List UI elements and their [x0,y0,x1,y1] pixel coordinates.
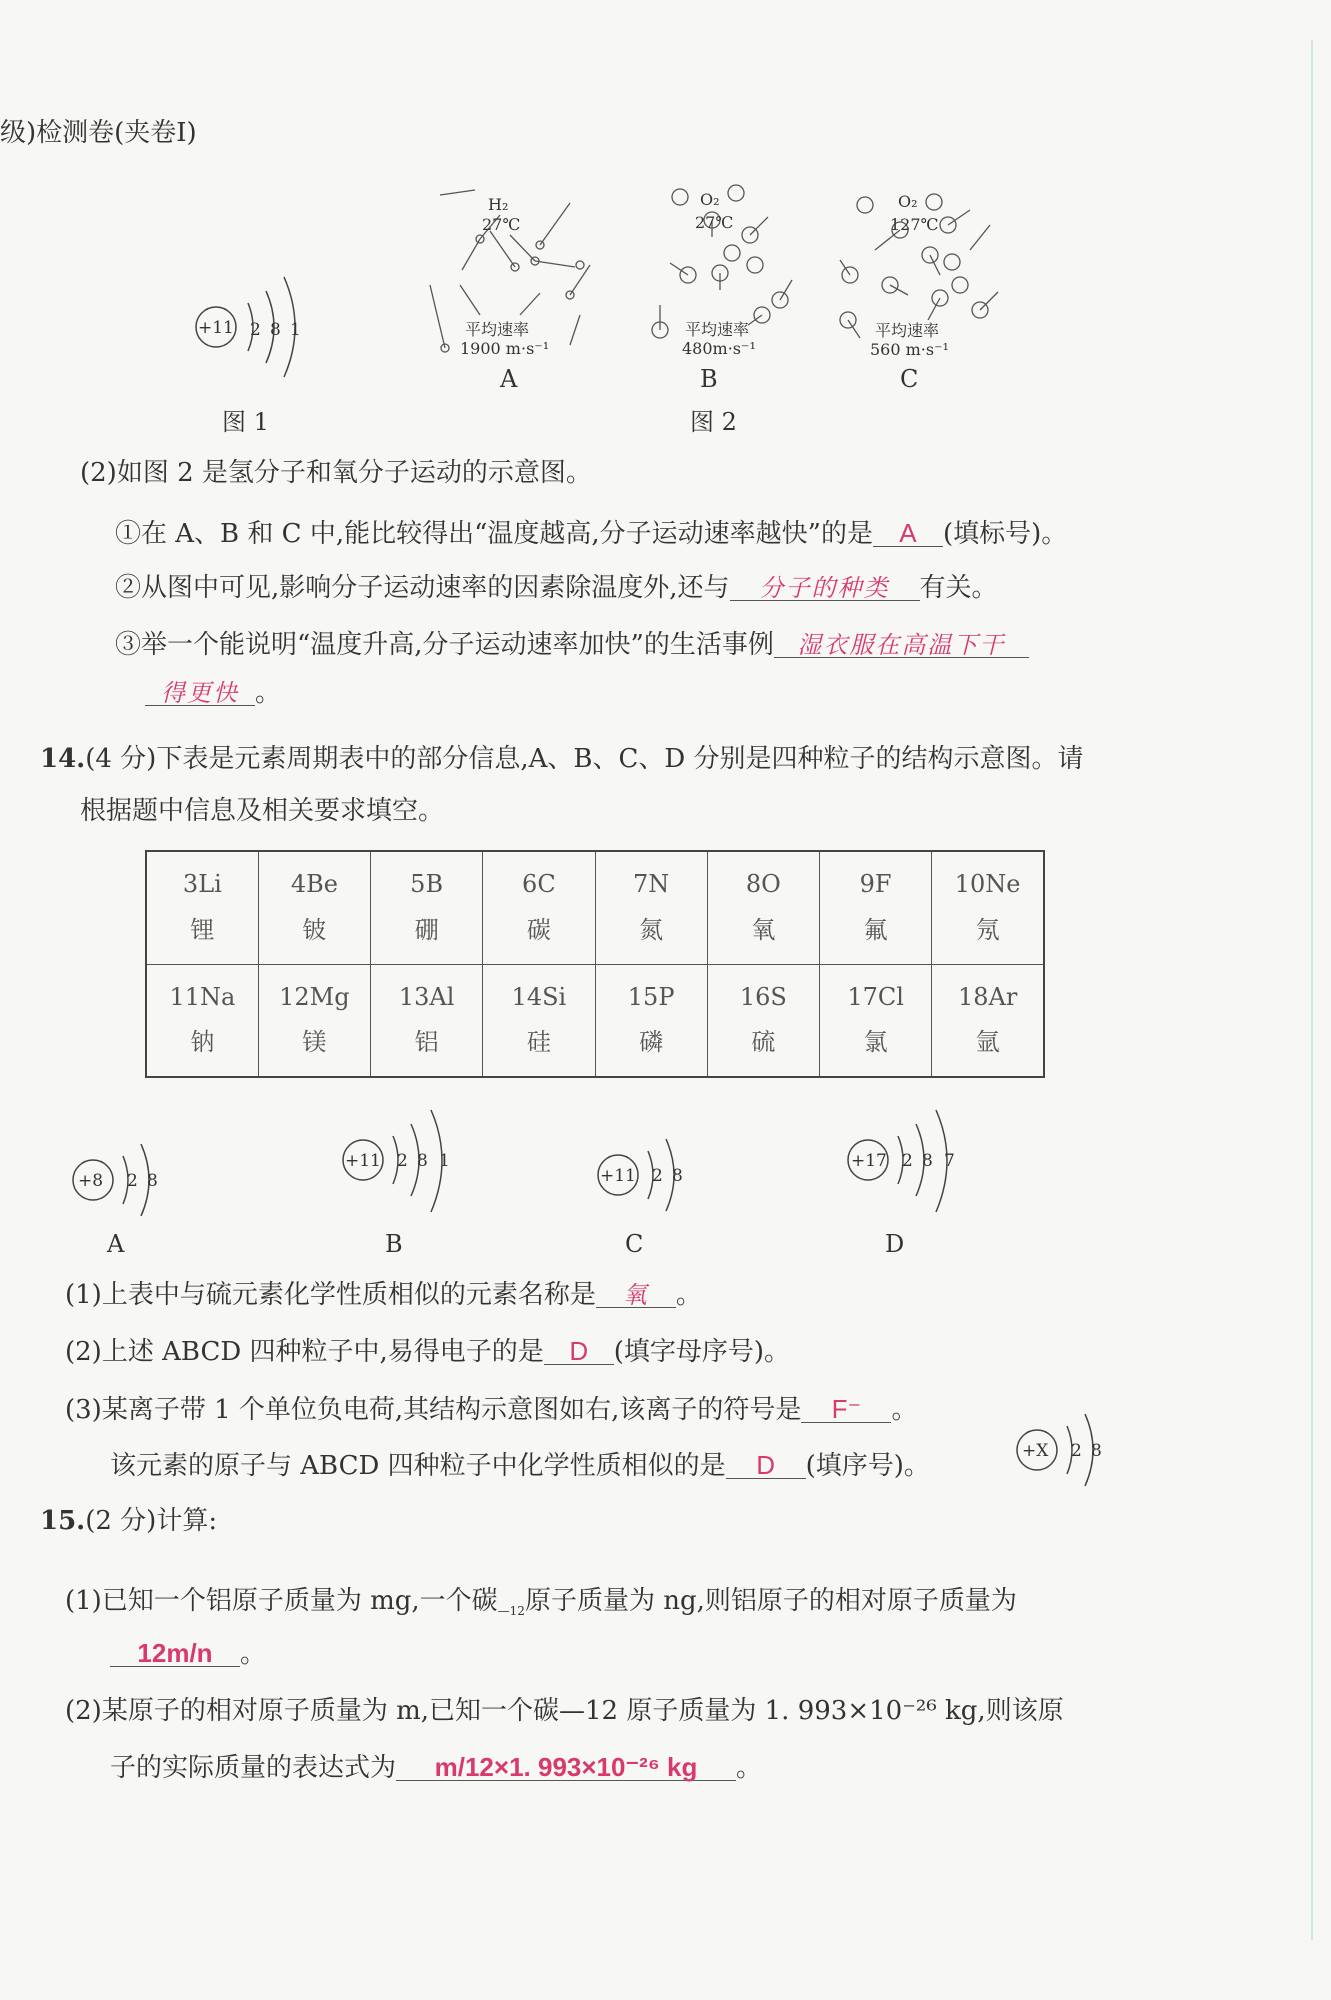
q13-2-sub3-text: ③举一个能说明“温度升高,分子运动速率加快”的生活事例 [115,630,774,660]
figure-2-caption: 图 2 [690,408,737,436]
particle-a-shell-1: 2 [127,1171,138,1191]
q14-part2 [65,1338,790,1365]
particle-c-shell-2: 8 [672,1166,683,1186]
ion-shell-1: 2 [1071,1441,1082,1461]
panel-c-label: C [900,365,919,393]
particle-a-shell-2: 8 [147,1171,158,1191]
q13-2-sub3-post: 。 [255,678,282,708]
q14-part3b-post: (填序号)。 [805,1451,930,1481]
q15-part1-sub: —12 [497,1604,525,1619]
particle-b-shell-2: 8 [417,1151,428,1171]
q13-2-sub3-answer-2: 得更快 [145,681,255,706]
q15-part1-text: (1)已知一个铝原子质量为 mg,一个碳 [65,1586,498,1616]
particle-a-nucleus: +8 [78,1171,104,1191]
particle-b-shell-1: 2 [397,1151,408,1171]
ion-nucleus: +X [1022,1441,1049,1461]
figure-2-panel-c [830,180,1015,370]
fig1-nucleus: +11 [198,318,234,338]
particle-c-label: C [625,1230,644,1258]
element-cell: 11Na 钠 [146,964,258,1077]
q14-part3-answer: F⁻ [801,1396,891,1423]
panel-c-temp: 127℃ [890,215,939,234]
q13-2-sub3-cont [145,680,281,706]
q15-part1-answer-line [110,1640,266,1667]
q15-part2-post: 。 [736,1753,763,1783]
q15-stem [40,1508,217,1534]
particle-d-label: D [885,1230,905,1258]
q15-stem-text: (2 分)计算: [85,1506,218,1536]
element-cell: 17Cl 氯 [820,964,932,1077]
particle-a-diagram [65,1120,185,1240]
q15-part1-post: 。 [240,1639,267,1669]
q14-part1 [65,1282,702,1308]
q14-part3-post: 。 [891,1395,918,1425]
q14-part3-text: (3)某离子带 1 个单位负电荷,其结构示意图如右,该离子的符号是 [65,1395,802,1425]
q15-number: 15. [40,1506,86,1536]
q14-stem-text: (4 分)下表是元素周期表中的部分信息,A、B、C、D 分别是四种粒子的结构示意图。请 [85,744,1084,774]
ion-diagram [1005,1390,1125,1510]
q15-part2-text: 子的实际质量的表达式为 [110,1753,397,1783]
q13-2-intro: (2)如图 2 是氢分子和氧分子运动的示意图。 [80,458,592,488]
panel-b-speed: 480m·s⁻¹ [682,339,756,358]
panel-a-gas: H₂ [488,195,509,214]
q13-2-sub2-post: 有关。 [919,573,998,603]
figure-1-atom-diagram [190,265,330,395]
panel-a-speed: 1900 m·s⁻¹ [460,339,550,358]
q15-part2-answer: m/12×1. 993×10⁻²⁶ kg [396,1754,736,1781]
fig1-shell-1: 2 [250,320,261,340]
particle-b-shell-3: 1 [439,1151,450,1171]
q15-part1-answer: 12m/n [110,1640,240,1667]
q14-number: 14. [40,744,86,774]
q14-stem-line1 [40,746,1083,772]
q13-2-sub1-text: ①在 A、B 和 C 中,能比较得出“温度越高,分子运动速率越快”的是 [115,519,873,549]
element-cell: 13Al 铝 [371,964,483,1077]
particle-d-diagram [840,1100,990,1230]
q13-2-sub2 [115,575,998,601]
q14-part1-answer: 氧 [596,1283,676,1308]
q13-2-sub3-answer-1: 湿衣服在高温下干 [774,633,1029,658]
q15-part1-text-2: 原子质量为 ng,则铝原子的相对原子质量为 [524,1586,1017,1616]
figure-1-caption: 图 1 [222,408,269,436]
periodic-table-excerpt [145,850,1045,1078]
element-cell: 15P 磷 [595,964,707,1077]
panel-b-speed-label: 平均速率 [685,320,750,339]
element-cell: 8O 氧 [707,851,819,964]
q14-part1-text: (1)上表中与硫元素化学性质相似的元素名称是 [65,1280,596,1310]
element-cell: 4Be 铍 [258,851,370,964]
q15-part2-line2 [110,1754,762,1781]
q14-part3 [65,1396,917,1423]
particle-c-nucleus: +11 [600,1166,636,1186]
q14-part3b-text: 该元素的原子与 ABCD 四种粒子中化学性质相似的是 [110,1451,726,1481]
element-cell: 7N 氮 [595,851,707,964]
particle-c-diagram [590,1115,710,1235]
panel-a-speed-label: 平均速率 [465,320,530,339]
q14-part2-text: (2)上述 ABCD 四种粒子中,易得电子的是 [65,1337,544,1367]
ion-shell-2: 8 [1091,1441,1102,1461]
fig1-shell-2: 8 [270,320,281,340]
fig1-shell-3: 1 [290,320,301,340]
element-cell: 5B 硼 [371,851,483,964]
element-cell: 6C 碳 [483,851,595,964]
q13-2-sub1 [115,520,1067,547]
element-cell: 16S 硫 [707,964,819,1077]
particle-b-nucleus: +11 [345,1151,381,1171]
element-cell: 14Si 硅 [483,964,595,1077]
panel-c-speed: 560 m·s⁻¹ [870,340,949,359]
panel-b-temp: 27℃ [695,213,734,232]
particle-d-shell-1: 2 [902,1151,913,1171]
particle-c-shell-1: 2 [652,1166,663,1186]
element-cell: 18Ar 氩 [932,964,1044,1077]
q15-part1 [65,1588,1017,1617]
q15-part2-line1: (2)某原子的相对原子质量为 m,已知一个碳—12 原子质量为 1. 993×10⁻²⁶ kg,则该原 [65,1696,1064,1726]
page-edge [1311,40,1313,1940]
q14-part3b-answer: D [726,1452,806,1479]
q14-part1-post: 。 [675,1280,702,1310]
panel-c-gas: O₂ [898,192,918,211]
panel-a-label: A [500,365,518,393]
q14-part2-post: (填字母序号)。 [613,1337,791,1367]
element-cell: 3Li 锂 [146,851,258,964]
q14-part2-answer: D [544,1338,614,1365]
q13-2-sub1-answer: A [873,520,943,547]
page-header: 级)检测卷(夹卷Ⅰ) [0,118,197,148]
particle-b-diagram [335,1100,485,1230]
q14-stem-line2: 根据题中信息及相关要求填空。 [80,796,445,826]
panel-b-label: B [700,365,718,393]
element-cell: 10Ne 氖 [932,851,1044,964]
q13-2-sub2-answer: 分子的种类 [730,576,920,601]
panel-c-speed-label: 平均速率 [875,321,940,340]
q13-2-sub2-text: ②从图中可见,影响分子运动速率的因素除温度外,还与 [115,573,730,603]
particle-d-shell-3: 7 [944,1151,955,1171]
panel-b-gas: O₂ [700,190,720,209]
q13-2-sub3 [115,632,1029,658]
figure-2-panel-b [640,175,810,365]
particle-d-nucleus: +17 [851,1151,887,1171]
panel-a-temp: 27℃ [482,215,521,234]
element-cell: 12Mg 镁 [258,964,370,1077]
figure-2-panel-a [420,175,610,365]
q14-part3b [110,1452,930,1479]
element-cell: 9F 氟 [820,851,932,964]
particle-b-label: B [385,1230,403,1258]
particle-a-label: A [107,1230,125,1258]
q13-2-sub1-post: (填标号)。 [942,519,1068,549]
particle-d-shell-2: 8 [922,1151,933,1171]
